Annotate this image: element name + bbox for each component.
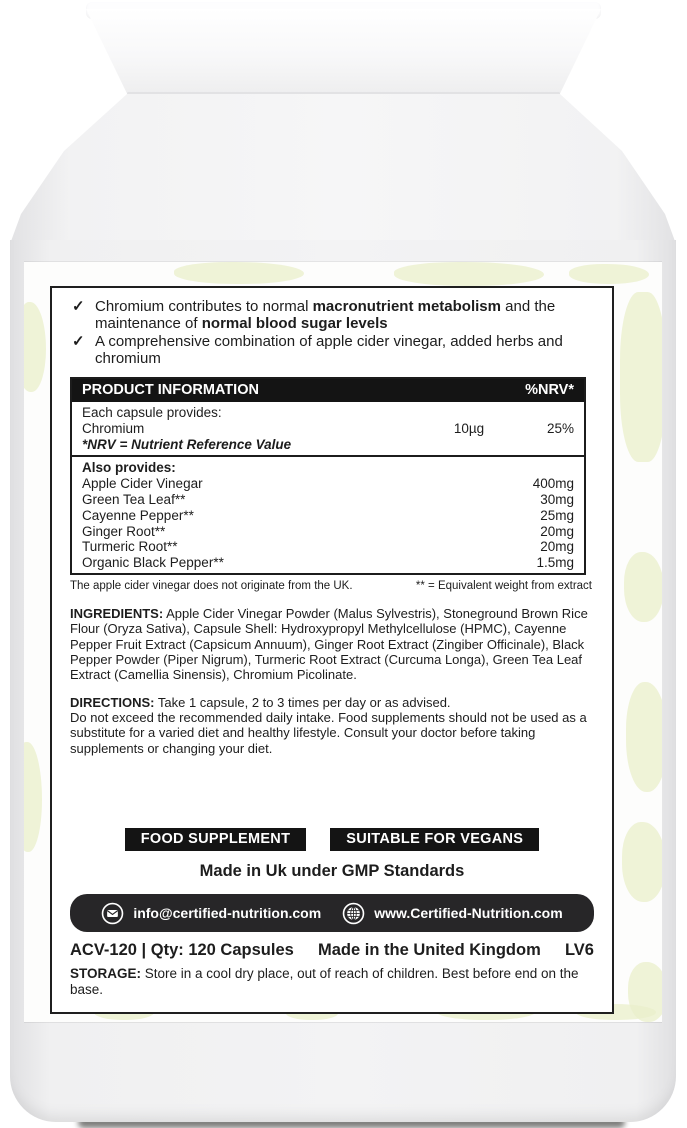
watermark-blob xyxy=(569,264,649,284)
storage-paragraph xyxy=(70,966,594,998)
benefit-item xyxy=(72,298,594,333)
gmp-standards-line: Made in Uk under GMP Standards xyxy=(199,861,465,880)
directions-label: DIRECTIONS: xyxy=(70,694,155,710)
nutrient-name: Ginger Root** xyxy=(82,523,166,539)
origin-text: Made in the United Kingdom xyxy=(318,941,541,960)
watermark-blob xyxy=(622,822,662,902)
directions-paragraph xyxy=(70,695,594,756)
badges-row xyxy=(70,828,594,851)
table-title: PRODUCT INFORMATION xyxy=(82,382,259,398)
table-row xyxy=(82,524,574,540)
benefit-text xyxy=(95,298,594,333)
watermark-blob xyxy=(626,682,662,792)
batch-code: LV6 xyxy=(564,941,594,960)
benefit-text-bold: macronutrient metabolism xyxy=(312,298,501,315)
food-supplement-badge: FOOD SUPPLEMENT xyxy=(125,828,307,851)
nutrient-name: Apple Cider Vinegar xyxy=(82,475,203,491)
product-information-table xyxy=(70,377,586,575)
website-globe-icon xyxy=(342,902,365,925)
nutrient-nrv: 25% xyxy=(546,421,574,437)
each-capsule-label: Each capsule provides: xyxy=(82,405,222,421)
nutrient-amount: 10µg xyxy=(453,421,485,437)
footnote-equivalent: ** = Equivalent weight from extract xyxy=(415,580,592,593)
ingredients-label: INGREDIENTS: xyxy=(70,605,164,621)
checkmark-icon: ✓ xyxy=(72,332,85,350)
watermark-blob xyxy=(624,552,662,622)
table-section-capsule xyxy=(72,402,584,457)
contact-bar xyxy=(70,894,594,932)
watermark-blob xyxy=(24,742,42,852)
table-row xyxy=(82,508,574,524)
nrv-column-header: %NRV* xyxy=(525,382,574,398)
nutrient-name: Organic Black Pepper** xyxy=(82,555,224,571)
storage-text: Store in a cool dry place, out of reach of children. Best before end on the base. xyxy=(70,965,579,998)
nutrient-amount: 30mg xyxy=(540,491,574,507)
nutrient-amount: 20mg xyxy=(540,539,574,555)
email-icon xyxy=(101,902,124,925)
watermark-blob xyxy=(174,262,304,284)
benefit-text-run: Chromium contributes to normal xyxy=(95,298,313,315)
nutrient-amount: 400mg xyxy=(532,475,574,491)
table-row xyxy=(82,539,574,555)
watermark-blob xyxy=(394,262,544,286)
vegan-badge: SUITABLE FOR VEGANS xyxy=(330,828,539,851)
watermark-blob xyxy=(620,292,662,462)
benefit-text-bold: normal blood sugar levels xyxy=(201,315,388,333)
nrv-note: *NRV = Nutrient Reference Value xyxy=(82,436,292,452)
bottle-shoulder xyxy=(10,94,676,244)
table-header-bar xyxy=(72,379,584,402)
benefit-item xyxy=(72,333,594,368)
nutrient-name: Cayenne Pepper** xyxy=(82,507,194,523)
nutrient-amount: 20mg xyxy=(540,523,574,539)
benefit-text: A comprehensive combination of apple cider vinegar, added herbs and chromium xyxy=(95,332,563,367)
benefits-list xyxy=(72,298,594,367)
directions-text: Do not exceed the recommended daily intake. Food supplements should not be used as a substitute for a varied diet and healthy lifestyle. Consult your doctor before taking supplements or changing your diet. xyxy=(70,709,587,756)
watermark-blob xyxy=(24,302,46,392)
ingredients-text: Apple Cider Vinegar Powder (Malus Sylvestris), Stoneground Brown Rice Flour (Oryza Sativa), Capsule Shell: Hydroxypropyl Methylcellulose (HPMC), Cayenne Pepper Fruit Extract (Capsicum Annuum), Ginger Root Extract (Zingiber Officinale), Black Pepper Powder (Piper Nigrum), Turmeric Root Extract (Curcuma Longa), Green Tea Leaf Extract (Camellia Sinensis), Chromium Picolinate. xyxy=(70,605,588,683)
table-row xyxy=(82,421,574,437)
table-section-also-provides xyxy=(72,457,584,573)
storage-label: STORAGE: xyxy=(70,965,142,981)
nutrient-name: Turmeric Root** xyxy=(82,539,178,555)
table-row xyxy=(82,492,574,508)
contact-website: www.Certified-Nutrition.com xyxy=(374,905,563,922)
sku-quantity: ACV-120 | Qty: 120 Capsules xyxy=(70,941,294,960)
table-row xyxy=(82,555,574,571)
table-row xyxy=(82,476,574,492)
info-panel xyxy=(50,286,614,1014)
product-code-line xyxy=(70,941,594,960)
bottle-cap xyxy=(86,9,601,94)
ingredients-paragraph xyxy=(70,606,594,683)
nutrient-amount: 25mg xyxy=(540,507,574,523)
checkmark-icon: ✓ xyxy=(72,298,85,315)
directions-line1: Take 1 capsule, 2 to 3 times per day or as advised. xyxy=(154,694,451,710)
nutrient-name: Green Tea Leaf** xyxy=(82,491,186,507)
also-provides-label: Also provides: xyxy=(82,459,176,475)
footnote-origin: The apple cider vinegar does not originate from the UK. xyxy=(70,580,353,593)
nutrient-amount: 1.5mg xyxy=(536,555,574,571)
contact-email: info@certified-nutrition.com xyxy=(133,905,322,922)
benefit-text-run: and the maintenance of xyxy=(95,298,556,333)
nutrient-name: Chromium xyxy=(82,421,145,437)
table-footnote xyxy=(70,580,592,594)
